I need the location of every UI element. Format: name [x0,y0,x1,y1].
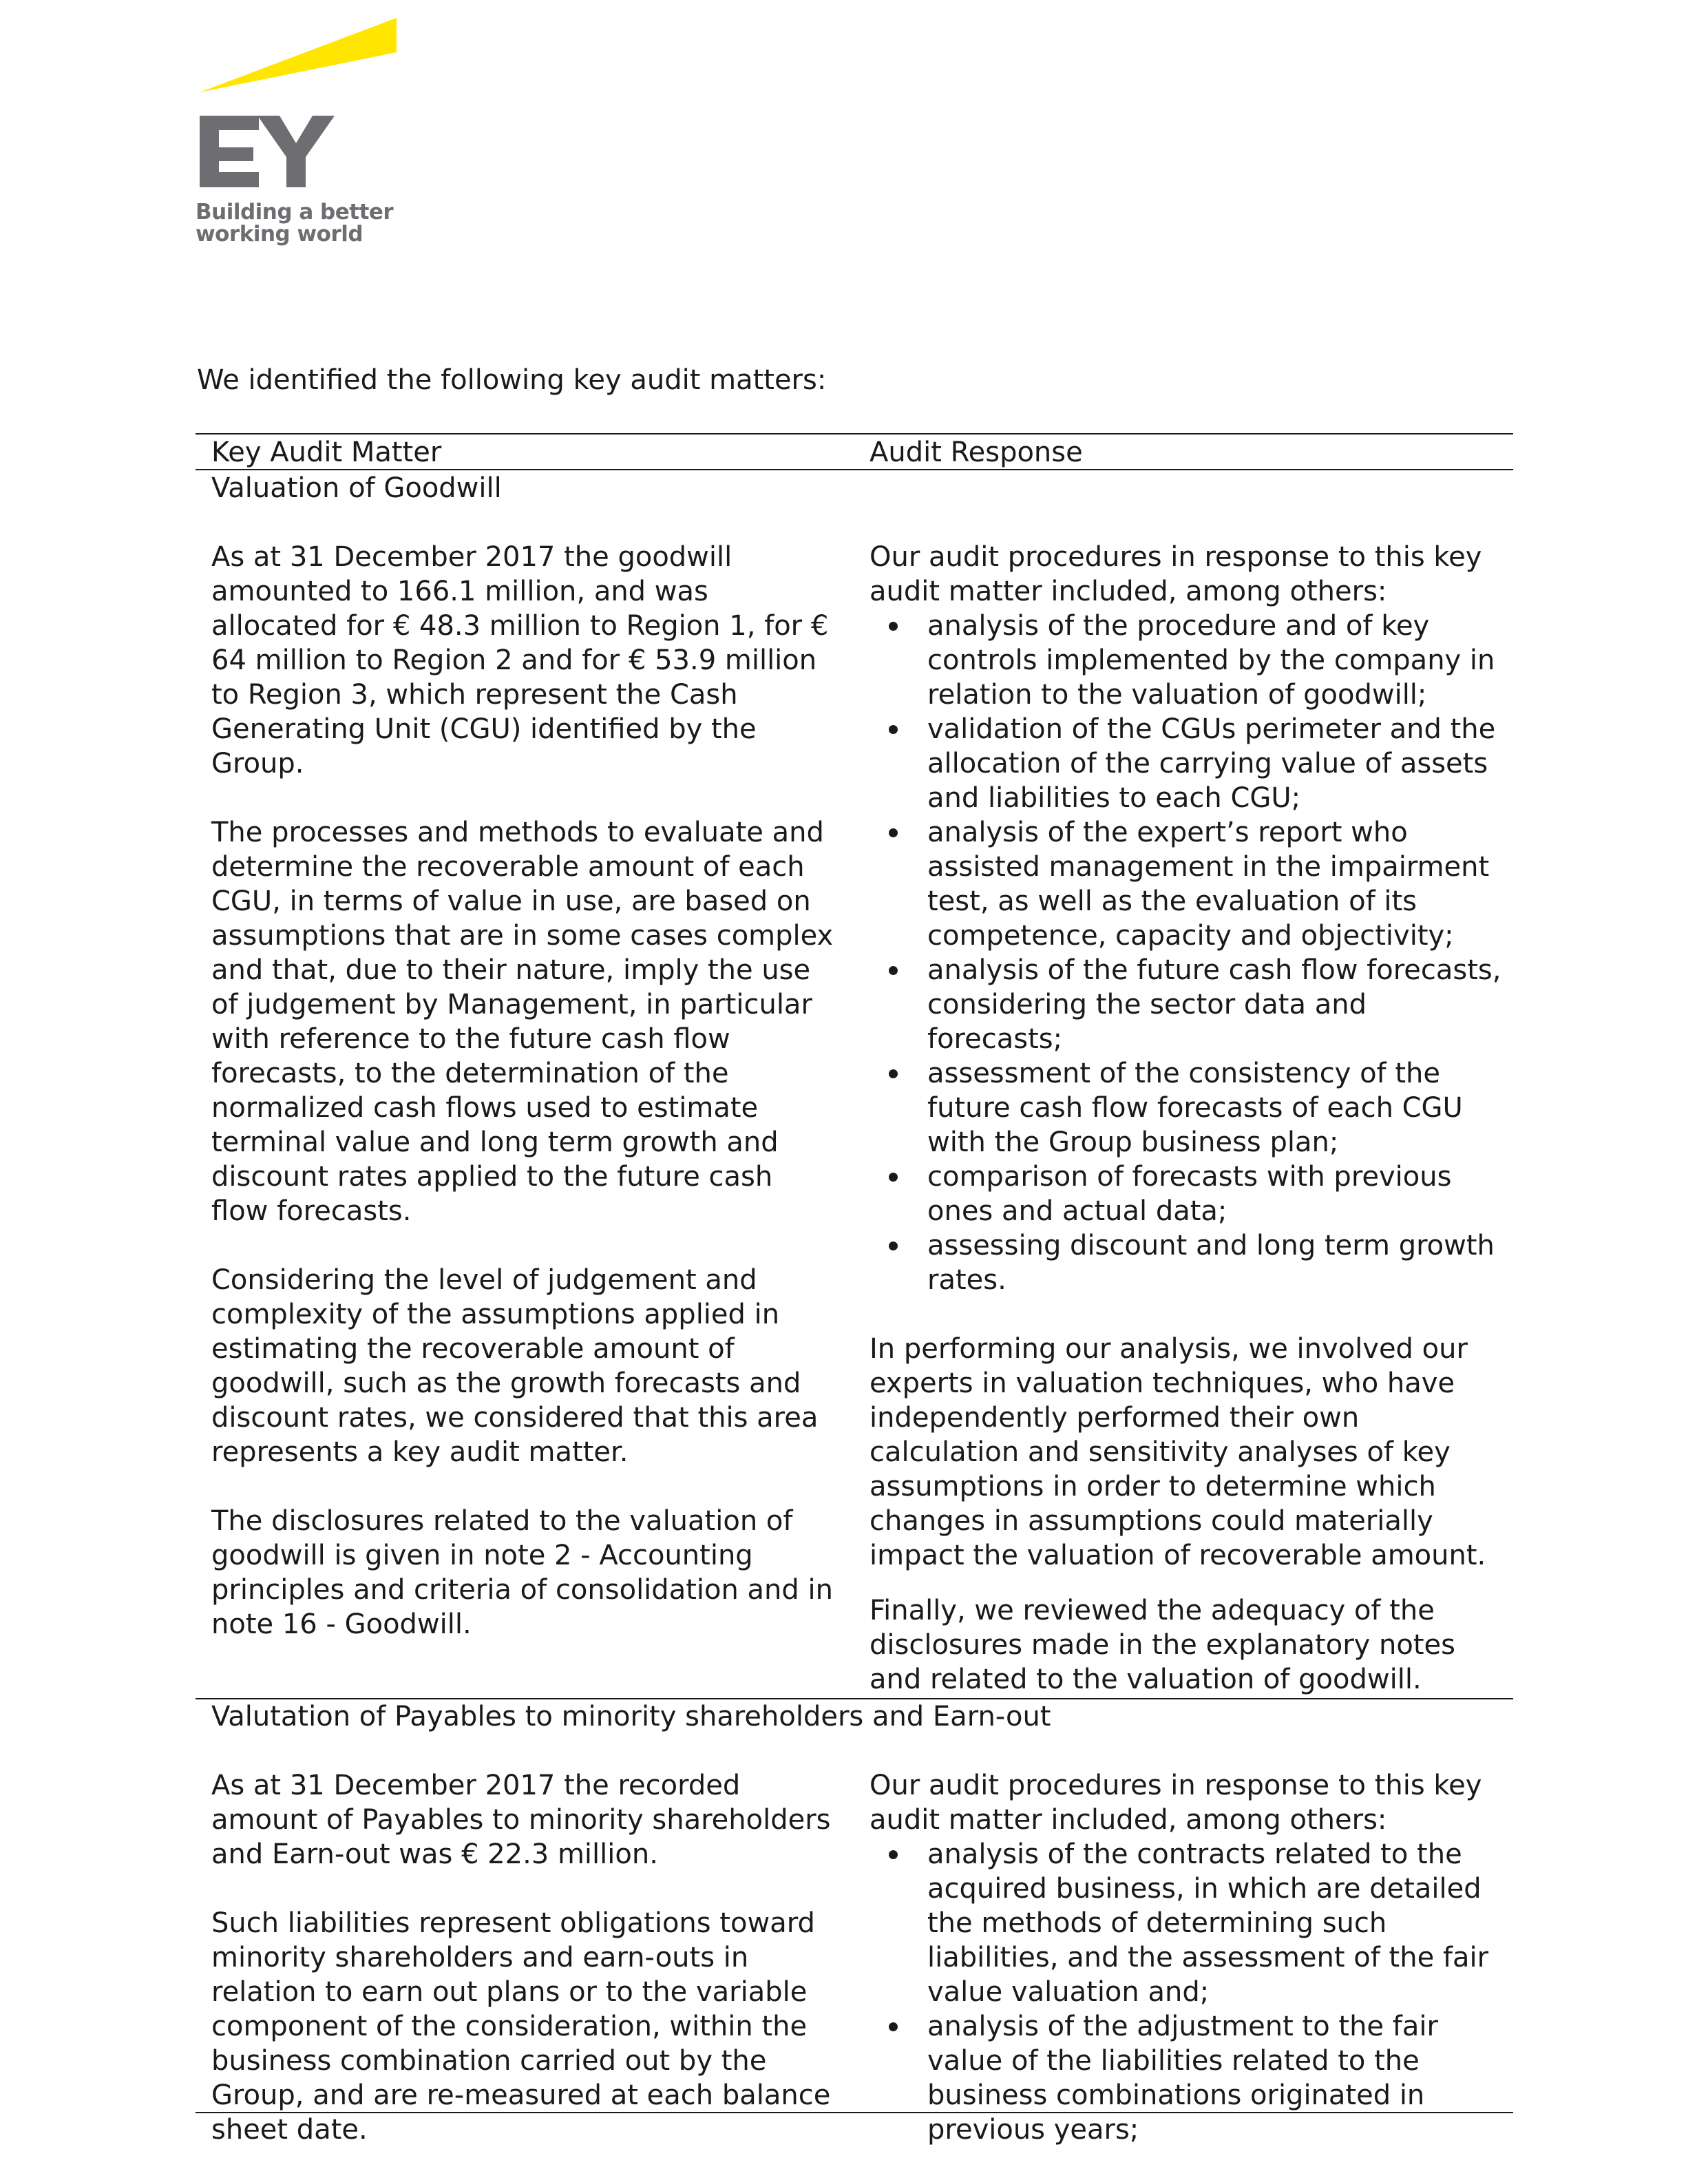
logo-letter-e [200,116,259,187]
logo-tagline-line2: working world [196,222,363,247]
payables-matter-cell [211,1768,838,2147]
response-bullet-list [869,609,1503,1297]
response-bullet: analysis of the adjustment to the fair value of the liabilities related to the business combinations originated in previous years; [869,2009,1503,2147]
payables-response-cell [869,1768,1503,2147]
response-bullet: analysis of the future cash flow forecasts, considering the sector data and forecasts; [869,953,1503,1056]
response-intro: Our audit procedures in response to this key audit matter included, among others: [869,541,1482,607]
section-title-payables: Valutation of Payables to minority shareholders and Earn-out [211,1701,1051,1732]
matter-paragraph: The processes and methods to evaluate and determine the recoverable amount of each CGU, in terms of value in use, are based on assumptions that are in some cases complex and that, due to their nature, imply the use of judgement by Management, in particular with reference to the future cash flow forecasts, to the determination of the normalized cash flows used to estimate terminal value and long term growth and discount rates applied to the future cash flow forecasts. [211,817,834,1227]
response-bullet: analysis of the contracts related to the acquired business, in which are detailed the methods of determining such liabilities, and the assessment of the fair value valuation and; [869,1837,1503,2009]
column-header-key-audit-matter: Key Audit Matter [211,437,442,468]
response-bullet: analysis of the procedure and of key controls implemented by the company in relation to the valuation of goodwill; [869,609,1503,712]
ey-logo-mark [196,17,416,196]
logo-letter-y [257,116,335,187]
matter-paragraph: The disclosures related to the valuation of goodwill is given in note 2 - Accounting principles and criteria of consolidation and in note 16 - Goodwill. [211,1505,833,1640]
response-bullet: analysis of the expert’s report who assisted management in the impairment test, as well as the evaluation of its competence, capacity and objectivity; [869,815,1503,953]
response-paragraph: In performing our analysis, we involved our experts in valuation techniques, who have independently performed their own calculation and sensitivity analyses of key assumptions in order to determine which changes in assumptions could materially impact the valuation of recoverable amount. [869,1333,1486,1571]
logo-beam [200,18,397,92]
logo-tagline [196,201,416,245]
logo-letters [200,116,335,187]
response-bullet: assessment of the consistency of the future cash flow forecasts of each CGU with the Group business plan; [869,1056,1503,1160]
matter-paragraph: As at 31 December 2017 the recorded amount of Payables to minority shareholders and Earn-out was € 22.3 million. [211,1770,831,1870]
logo-tagline-line1: Building a better [196,200,394,224]
section-title-goodwill: Valuation of Goodwill [211,472,502,504]
response-bullet: assessing discount and long term growth rates. [869,1228,1503,1297]
intro-text: We identified the following key audit matters: [197,364,827,396]
matter-paragraph: Such liabilities represent obligations toward minority shareholders and earn-outs in relation to earn out plans or to the variable component of the consideration, within the business combination carried out by the Group, and are re-measured at each balance sheet date. [211,1907,831,2146]
goodwill-matter-cell [211,540,838,1642]
response-bullet-list [869,1837,1503,2147]
response-intro: Our audit procedures in response to this key audit matter included, among others: [869,1770,1482,1836]
matter-paragraph: As at 31 December 2017 the goodwill amounted to 166.1 million, and was allocated for € 48.3 million to Region 1, for € 64 million to Region 2 and for € 53.9 million to Region 3, which represent the Cash Generating Unit (CGU) identified by the Group. [211,541,829,779]
table-top-rule [196,433,1513,434]
response-paragraph: Finally, we reviewed the adequacy of the disclosures made in the explanatory notes and related to the valuation of goodwill. [869,1595,1455,1695]
goodwill-response-cell [869,540,1503,1697]
response-bullet: comparison of forecasts with previous ones and actual data; [869,1160,1503,1228]
matter-paragraph: Considering the level of judgement and complexity of the assumptions applied in estimating the recoverable amount of goodwill, such as the growth forecasts and discount rates, we considered that this area represents a key audit matter. [211,1264,819,1468]
response-bullet: validation of the CGUs perimeter and the allocation of the carrying value of assets and liabilities to each CGU; [869,712,1503,815]
column-header-audit-response: Audit Response [869,437,1083,468]
ey-logo [196,17,416,251]
